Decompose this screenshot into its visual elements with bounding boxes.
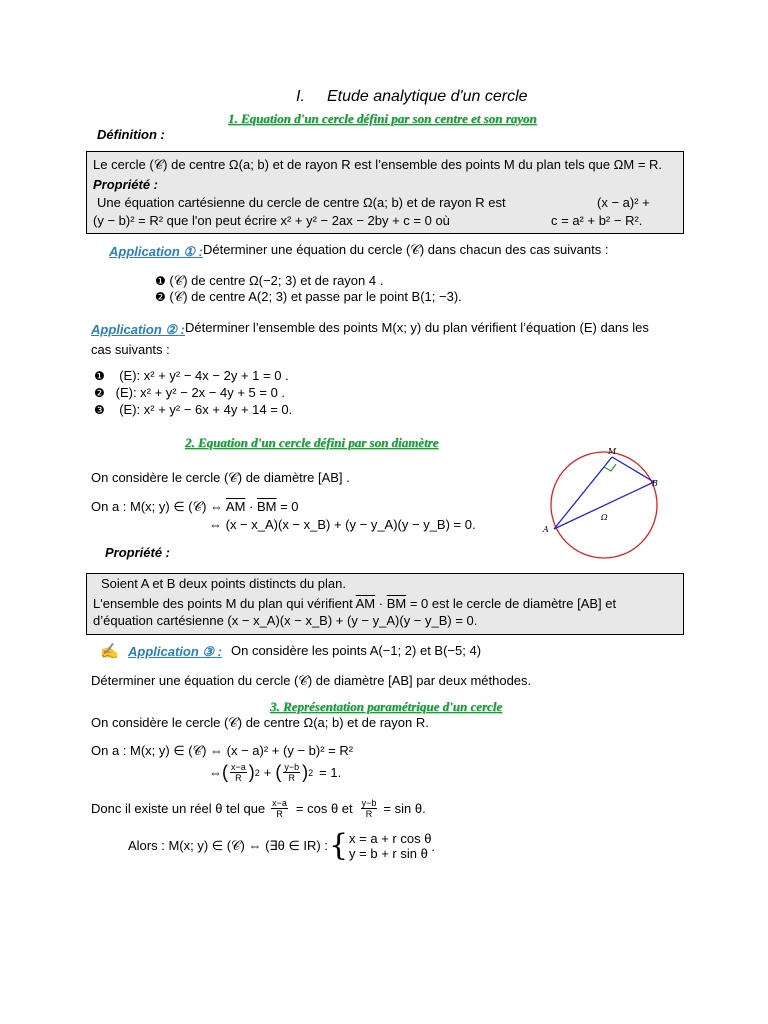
numerator: y−b — [361, 798, 377, 808]
equation-y: y = b + r sin θ — [349, 846, 428, 861]
parametric-theta — [91, 798, 426, 819]
denominator: R — [235, 773, 242, 783]
item-text: (E): x² + y² − 2x − 4y + 5 = 0 . — [115, 385, 286, 400]
diameter-equation: ⇔ (x − x_A)(x − x_B) + (y − y_A)(y − y_B) = 0. — [209, 517, 476, 532]
diameter-text: On considère le cercle (𝒞) de diamètre [AB] . — [91, 470, 350, 485]
vector-bm: $\overline{BM}$ — [386, 596, 407, 611]
property-label: Propriété : — [93, 177, 159, 192]
equiv-prefix: On a : M(x; y) ∈ (𝒞) ⇔ — [91, 499, 226, 514]
exponent: 2 — [254, 767, 260, 778]
plus-sign: + — [263, 765, 272, 780]
property-text-2: (y − b)² = R² que l'on peut écrire x² + y² − 2ax − 2by + c = 0 où — [93, 213, 450, 228]
application-2-text-2: cas suivants : — [91, 342, 170, 357]
circle-diagram — [540, 440, 670, 570]
list-item — [94, 385, 285, 400]
equals-one: = 1. — [319, 765, 342, 780]
text-prefix: Donc il existe un réel θ tel que — [91, 801, 266, 816]
list-item — [94, 368, 289, 383]
property-2-text-1: Soient A et B deux points distincts du plan. — [101, 576, 346, 591]
close-paren: ) — [302, 762, 309, 782]
section-1-heading: 1. Equation d'un cercle défini par son centre et son rayon — [228, 111, 537, 126]
list-item — [155, 289, 462, 305]
item-text: (𝒞) de centre A(2; 3) et passe par le point B(1; −3). — [169, 289, 462, 304]
close-paren: ) — [248, 762, 255, 782]
denominator: R — [365, 809, 373, 819]
equation-x: x = a + r cos θ — [349, 831, 432, 846]
application-3-text: On considère les points A(−1; 2) et B(−5; 4) — [231, 643, 482, 658]
list-item — [155, 273, 383, 289]
vector-am: $\overline{AM}$ — [355, 596, 376, 611]
exponent: 2 — [308, 767, 314, 778]
property-text-2b: c = a² + b² − R². — [551, 213, 643, 228]
application-2-text: Déterminer l’ensemble des points M(x; y) du plan vérifient l’équation (E) dans les — [185, 320, 649, 335]
page-title: Etude analytique d'un cercle — [327, 88, 528, 105]
dot-operator: · — [375, 596, 387, 611]
parametric-equivalence-2 — [209, 762, 341, 783]
fraction — [283, 762, 300, 783]
application-2-label: Application ② : — [91, 322, 185, 337]
open-paren: ( — [275, 762, 282, 782]
numerator: y−b — [284, 762, 300, 772]
parametric-intro: On considère le cercle (𝒞) de centre Ω(a; b) et de rayon R. — [91, 715, 429, 730]
bullet-2: ❷ — [94, 386, 105, 400]
bullet-1: ❶ — [155, 274, 166, 288]
vector-bm: $\overline{BM}$ — [256, 499, 277, 514]
property-text-1b: (x − a)² + — [597, 195, 650, 210]
section-2-heading: 2. Equation d'un cercle défini par son diamètre — [185, 435, 439, 450]
denominator: R — [288, 773, 295, 783]
parametric-system — [128, 828, 436, 863]
equiv-suffix: = 0 — [276, 499, 299, 514]
fraction — [230, 762, 247, 783]
diameter-equivalence — [91, 499, 299, 515]
application-1-text: Déterminer une équation du cercle (𝒞) dans chacun des cas suivants : — [203, 242, 609, 257]
dot-operator: · — [245, 499, 257, 514]
item-text: (𝒞) de centre Ω(−2; 3) et de rayon 4 . — [169, 273, 384, 288]
property-2-text-2 — [93, 596, 616, 611]
text-suffix: = sin θ. — [383, 801, 426, 816]
bullet-2: ❷ — [155, 290, 166, 304]
system-prefix: Alors : M(x; y) ∈ (𝒞) ⇔ (∃θ ∈ IR) : — [128, 838, 328, 853]
vector-am: $\overline{AM}$ — [225, 499, 246, 514]
application-1-label: Application ① : — [109, 244, 203, 259]
property-2-text-3: d’équation cartésienne (x − x_A)(x − x_B) + (y − y_A)(y − y_B) = 0. — [93, 613, 478, 628]
item-text: (E): x² + y² − 4x − 2y + 1 = 0 . — [119, 368, 289, 383]
fraction — [271, 798, 288, 819]
bullet-3: ❸ — [94, 403, 105, 417]
bullet-1: ❶ — [94, 369, 105, 383]
section-number: I. — [296, 88, 305, 105]
system-end: . — [431, 838, 436, 854]
text-prefix: L'ensemble des points M du plan qui vérifient — [93, 596, 356, 611]
label-a: A — [543, 525, 549, 534]
parametric-equivalence-1: On a : M(x; y) ∈ (𝒞) ⇔ (x − a)² + (y − b)² = R² — [91, 743, 354, 758]
text-suffix: = 0 est le cercle de diamètre [AB] et — [406, 596, 617, 611]
label-b: B — [652, 479, 658, 488]
label-m: M — [608, 447, 617, 456]
text-mid: = cos θ et — [295, 801, 353, 816]
left-brace: { — [328, 828, 349, 863]
fraction — [361, 798, 378, 819]
definition-text: Le cercle (𝒞) de centre Ω(a; b) et de rayon R est l’ensemble des points M du plan tels que ΩM = R. — [93, 157, 663, 172]
application-3-label: Application ③ : — [128, 644, 222, 659]
numerator: x−a — [231, 762, 246, 772]
label-omega: Ω — [601, 513, 608, 522]
application-3-question: Déterminer une équation du cercle (𝒞) de diamètre [AB] par deux méthodes. — [91, 673, 532, 688]
open-paren: ( — [222, 762, 228, 782]
property-label-2: Propriété : — [105, 545, 171, 560]
property-text-1: Une équation cartésienne du cercle de centre Ω(a; b) et de rayon R est — [97, 195, 506, 210]
list-item — [94, 402, 292, 417]
definition-label: Définition : — [97, 127, 165, 142]
numerator: x−a — [272, 798, 287, 808]
pencil-icon: ✍ — [100, 643, 119, 660]
section-3-heading: 3. Représentation paramétrique d'un cercle — [270, 699, 503, 714]
equiv-symbol: ⇔ — [209, 765, 222, 780]
denominator: R — [276, 809, 283, 819]
item-text: (E): x² + y² − 6x + 4y + 14 = 0. — [119, 402, 293, 417]
system-equations — [349, 831, 431, 861]
